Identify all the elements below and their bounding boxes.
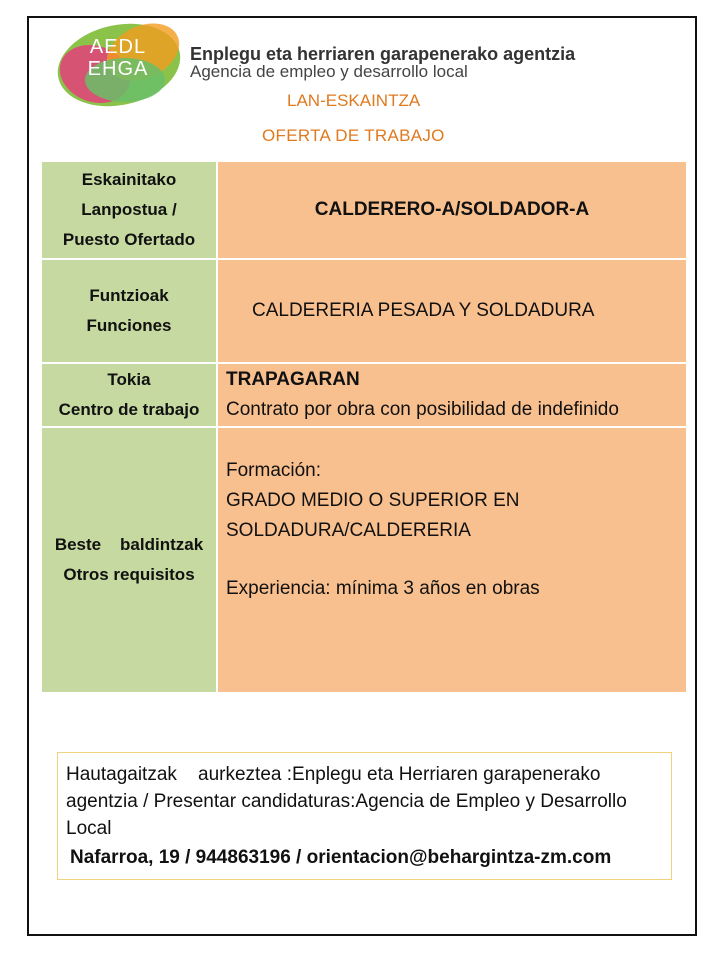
job-row — [41, 161, 687, 259]
functions-value: CALDERERIA PESADA Y SOLDADURA — [217, 259, 687, 363]
spacer — [226, 546, 686, 574]
contract-type: Contrato por obra con posibilidad de indefinido — [226, 399, 619, 420]
job-title: CALDERERO-A/SOLDADOR-A — [217, 161, 687, 259]
training-line-1: GRADO MEDIO O SUPERIOR EN — [226, 490, 520, 511]
subtitle-basque: LAN-ESKAINTZA — [287, 91, 421, 110]
application-info-box — [57, 752, 672, 880]
logo-text — [70, 36, 166, 80]
job-label-line-3: Puesto Ofertado — [62, 230, 196, 249]
experience: Experiencia: mínima 3 años en obras — [226, 578, 540, 599]
requirements-label-line-2: Otros requisitos — [63, 565, 195, 584]
location-label-line-2: Centro de trabajo — [58, 400, 200, 419]
location-label — [41, 363, 217, 427]
contact-details: Nafarroa, 19 / 944863196 / orientacion@behargintza-zm.com — [70, 847, 612, 868]
functions-label-line-2: Funciones — [86, 316, 172, 335]
job-label-line-2: Lanpostua / — [81, 200, 177, 219]
agency-name-basque: Enplegu eta herriaren garapenerako agentzia — [190, 44, 576, 64]
requirements-value — [217, 427, 687, 693]
requirements-row — [41, 427, 687, 693]
training-line-2: SOLDADURA/CALDERERIA — [226, 520, 471, 541]
job-offer-table — [40, 160, 688, 694]
job-label — [41, 161, 217, 259]
functions-row — [41, 259, 687, 363]
requirements-label — [41, 427, 217, 693]
logo-line-1: AEDL — [89, 36, 147, 58]
functions-label — [41, 259, 217, 363]
subtitle-spanish: OFERTA DE TRABAJO — [262, 126, 445, 145]
location-row — [41, 363, 687, 427]
location-label-line-1: Tokia — [107, 370, 151, 389]
agency-name-spanish: Agencia de empleo y desarrollo local — [190, 62, 468, 81]
location-place: TRAPAGARAN — [226, 369, 360, 390]
location-value — [217, 363, 687, 427]
application-text: Hautagaitzak aurkeztea :Enplegu eta Herriaren garapenerako agentzia / Presentar candidaturas:Agencia de Empleo y Desarrollo Local — [66, 764, 633, 839]
logo-line-2: EHGA — [87, 58, 149, 80]
job-label-line-1: Eskainitako — [81, 170, 177, 189]
training-title: Formación: — [226, 460, 322, 481]
functions-label-line-1: Funtzioak — [89, 286, 169, 305]
requirements-label-line-1: Beste baldintzak — [54, 535, 204, 554]
